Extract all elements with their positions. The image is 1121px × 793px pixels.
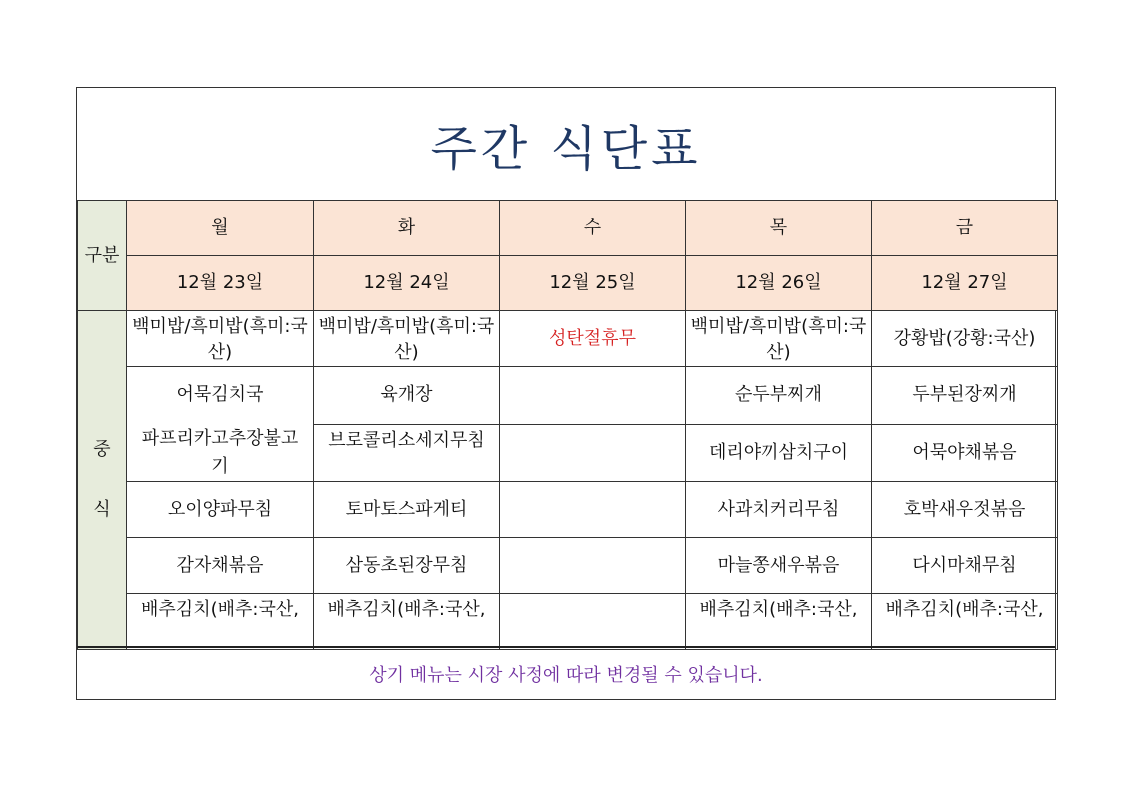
title-box	[77, 88, 1055, 200]
menu-cell	[314, 594, 500, 650]
menu-sheet	[76, 87, 1056, 700]
day-fri: 금	[872, 201, 1058, 256]
menu-item: 백미밥/흑미밥(흑미:국산)	[318, 315, 495, 363]
notice-row	[77, 646, 1055, 700]
menu-item: 브로콜리소세지무침	[328, 429, 485, 451]
meal-label-2: 식	[93, 499, 111, 520]
date-tue: 12월 24일	[314, 256, 500, 311]
holiday-cell: 성탄절휴무	[500, 311, 686, 367]
empty-cell	[500, 482, 686, 538]
date-mon: 12월 23일	[127, 256, 314, 311]
menu-item: 파프리카고추장불고기	[141, 428, 299, 477]
menu-cell	[127, 367, 314, 482]
day-thu: 목	[686, 201, 872, 256]
menu-item: 마늘쫑새우볶음	[686, 538, 872, 594]
menu-item: 순두부찌개	[686, 367, 872, 425]
menu-item: 감자채볶음	[127, 538, 314, 594]
empty-cell	[500, 424, 686, 482]
menu-item: 백미밥/흑미밥(흑미:국산)	[132, 315, 308, 363]
empty-cell	[500, 538, 686, 594]
day-mon: 월	[127, 201, 314, 256]
menu-cell	[314, 424, 500, 482]
menu-item: 사과치커리무침	[686, 482, 872, 538]
category-label: 구분	[78, 201, 127, 311]
menu-item: 배추김치(배추:국산,	[327, 598, 486, 620]
menu-cell	[127, 311, 314, 367]
menu-cell	[872, 594, 1058, 650]
menu-cell	[314, 311, 500, 367]
menu-item: 오이양파무침	[127, 482, 314, 538]
menu-item: 육개장	[314, 367, 500, 425]
menu-item: 배추김치(배추:국산,	[885, 598, 1044, 620]
menu-cell	[127, 594, 314, 650]
menu-item: 호박새우젓볶음	[872, 482, 1058, 538]
menu-item: 배추김치(배추:국산,	[699, 598, 858, 620]
menu-item: 어묵김치국	[176, 384, 264, 405]
notice-text: 상기 메뉴는 시장 사정에 따라 변경될 수 있습니다.	[369, 665, 763, 686]
menu-item: 두부된장찌개	[872, 367, 1058, 425]
meal-label-1: 중	[93, 439, 111, 460]
menu-item: 백미밥/흑미밥(흑미:국산)	[690, 315, 867, 363]
menu-item: 어묵야채볶음	[872, 424, 1058, 482]
menu-item: 강황밥(강황:국산)	[872, 311, 1058, 367]
day-tue: 화	[314, 201, 500, 256]
date-fri: 12월 27일	[872, 256, 1058, 311]
menu-item: 데리야끼삼치구이	[686, 424, 872, 482]
menu-item: 토마토스파게티	[314, 482, 500, 538]
menu-table	[77, 200, 1058, 650]
date-wed: 12월 25일	[500, 256, 686, 311]
menu-item: 다시마채무침	[872, 538, 1058, 594]
day-wed: 수	[500, 201, 686, 256]
menu-cell	[686, 594, 872, 650]
page-title: 주간 식단표	[430, 120, 702, 177]
empty-cell	[500, 367, 686, 425]
menu-item: 배추김치(배추:국산,	[141, 598, 299, 620]
menu-item: 삼동초된장무침	[314, 538, 500, 594]
date-thu: 12월 26일	[686, 256, 872, 311]
meal-label	[78, 311, 127, 650]
empty-cell	[500, 594, 686, 650]
menu-cell	[686, 311, 872, 367]
